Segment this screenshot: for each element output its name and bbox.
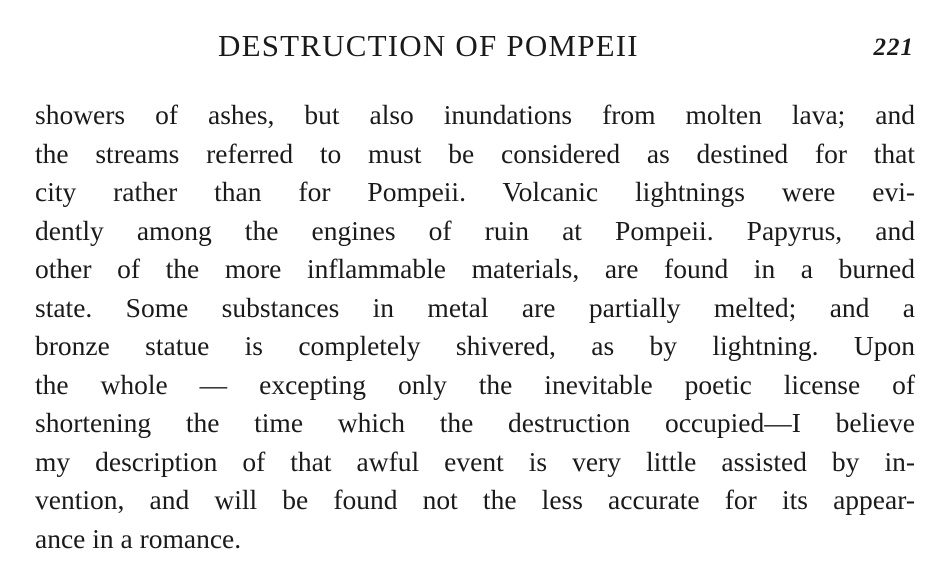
running-title: DESTRUCTION OF POMPEII [218,28,639,63]
text-line: bronze statue is completely shivered, as by lightning. Upon [35,330,915,361]
text-line: shortening the time which the destruction occupied—I believe [35,407,915,438]
text-line: dently among the engines of ruin at Pompeii. Papyrus, and [35,214,915,246]
text-line: ance in a romance. [35,522,242,554]
text-line: vention, and will be found not the less accurate for its appear- [35,484,915,515]
text-line: showers of ashes, but also inundations from molten lava; and [35,99,915,130]
running-head [0,26,950,66]
text-line: my description of that awful event is very little assisted by in- [35,445,915,477]
text-line: state. Some substances in metal are partially melted; and a [35,291,915,323]
text-line: the streams referred to must be considered as destined for that [35,137,915,169]
text-line: city rather than for Pompeii. Volcanic lightnings were evi- [35,176,915,207]
text-line: other of the more inflammable materials, are found in a burned [35,253,915,284]
page-number: 221 [873,34,914,61]
body-paragraph [35,96,915,558]
text-line: the whole — excepting only the inevitable poetic license of [35,368,915,400]
